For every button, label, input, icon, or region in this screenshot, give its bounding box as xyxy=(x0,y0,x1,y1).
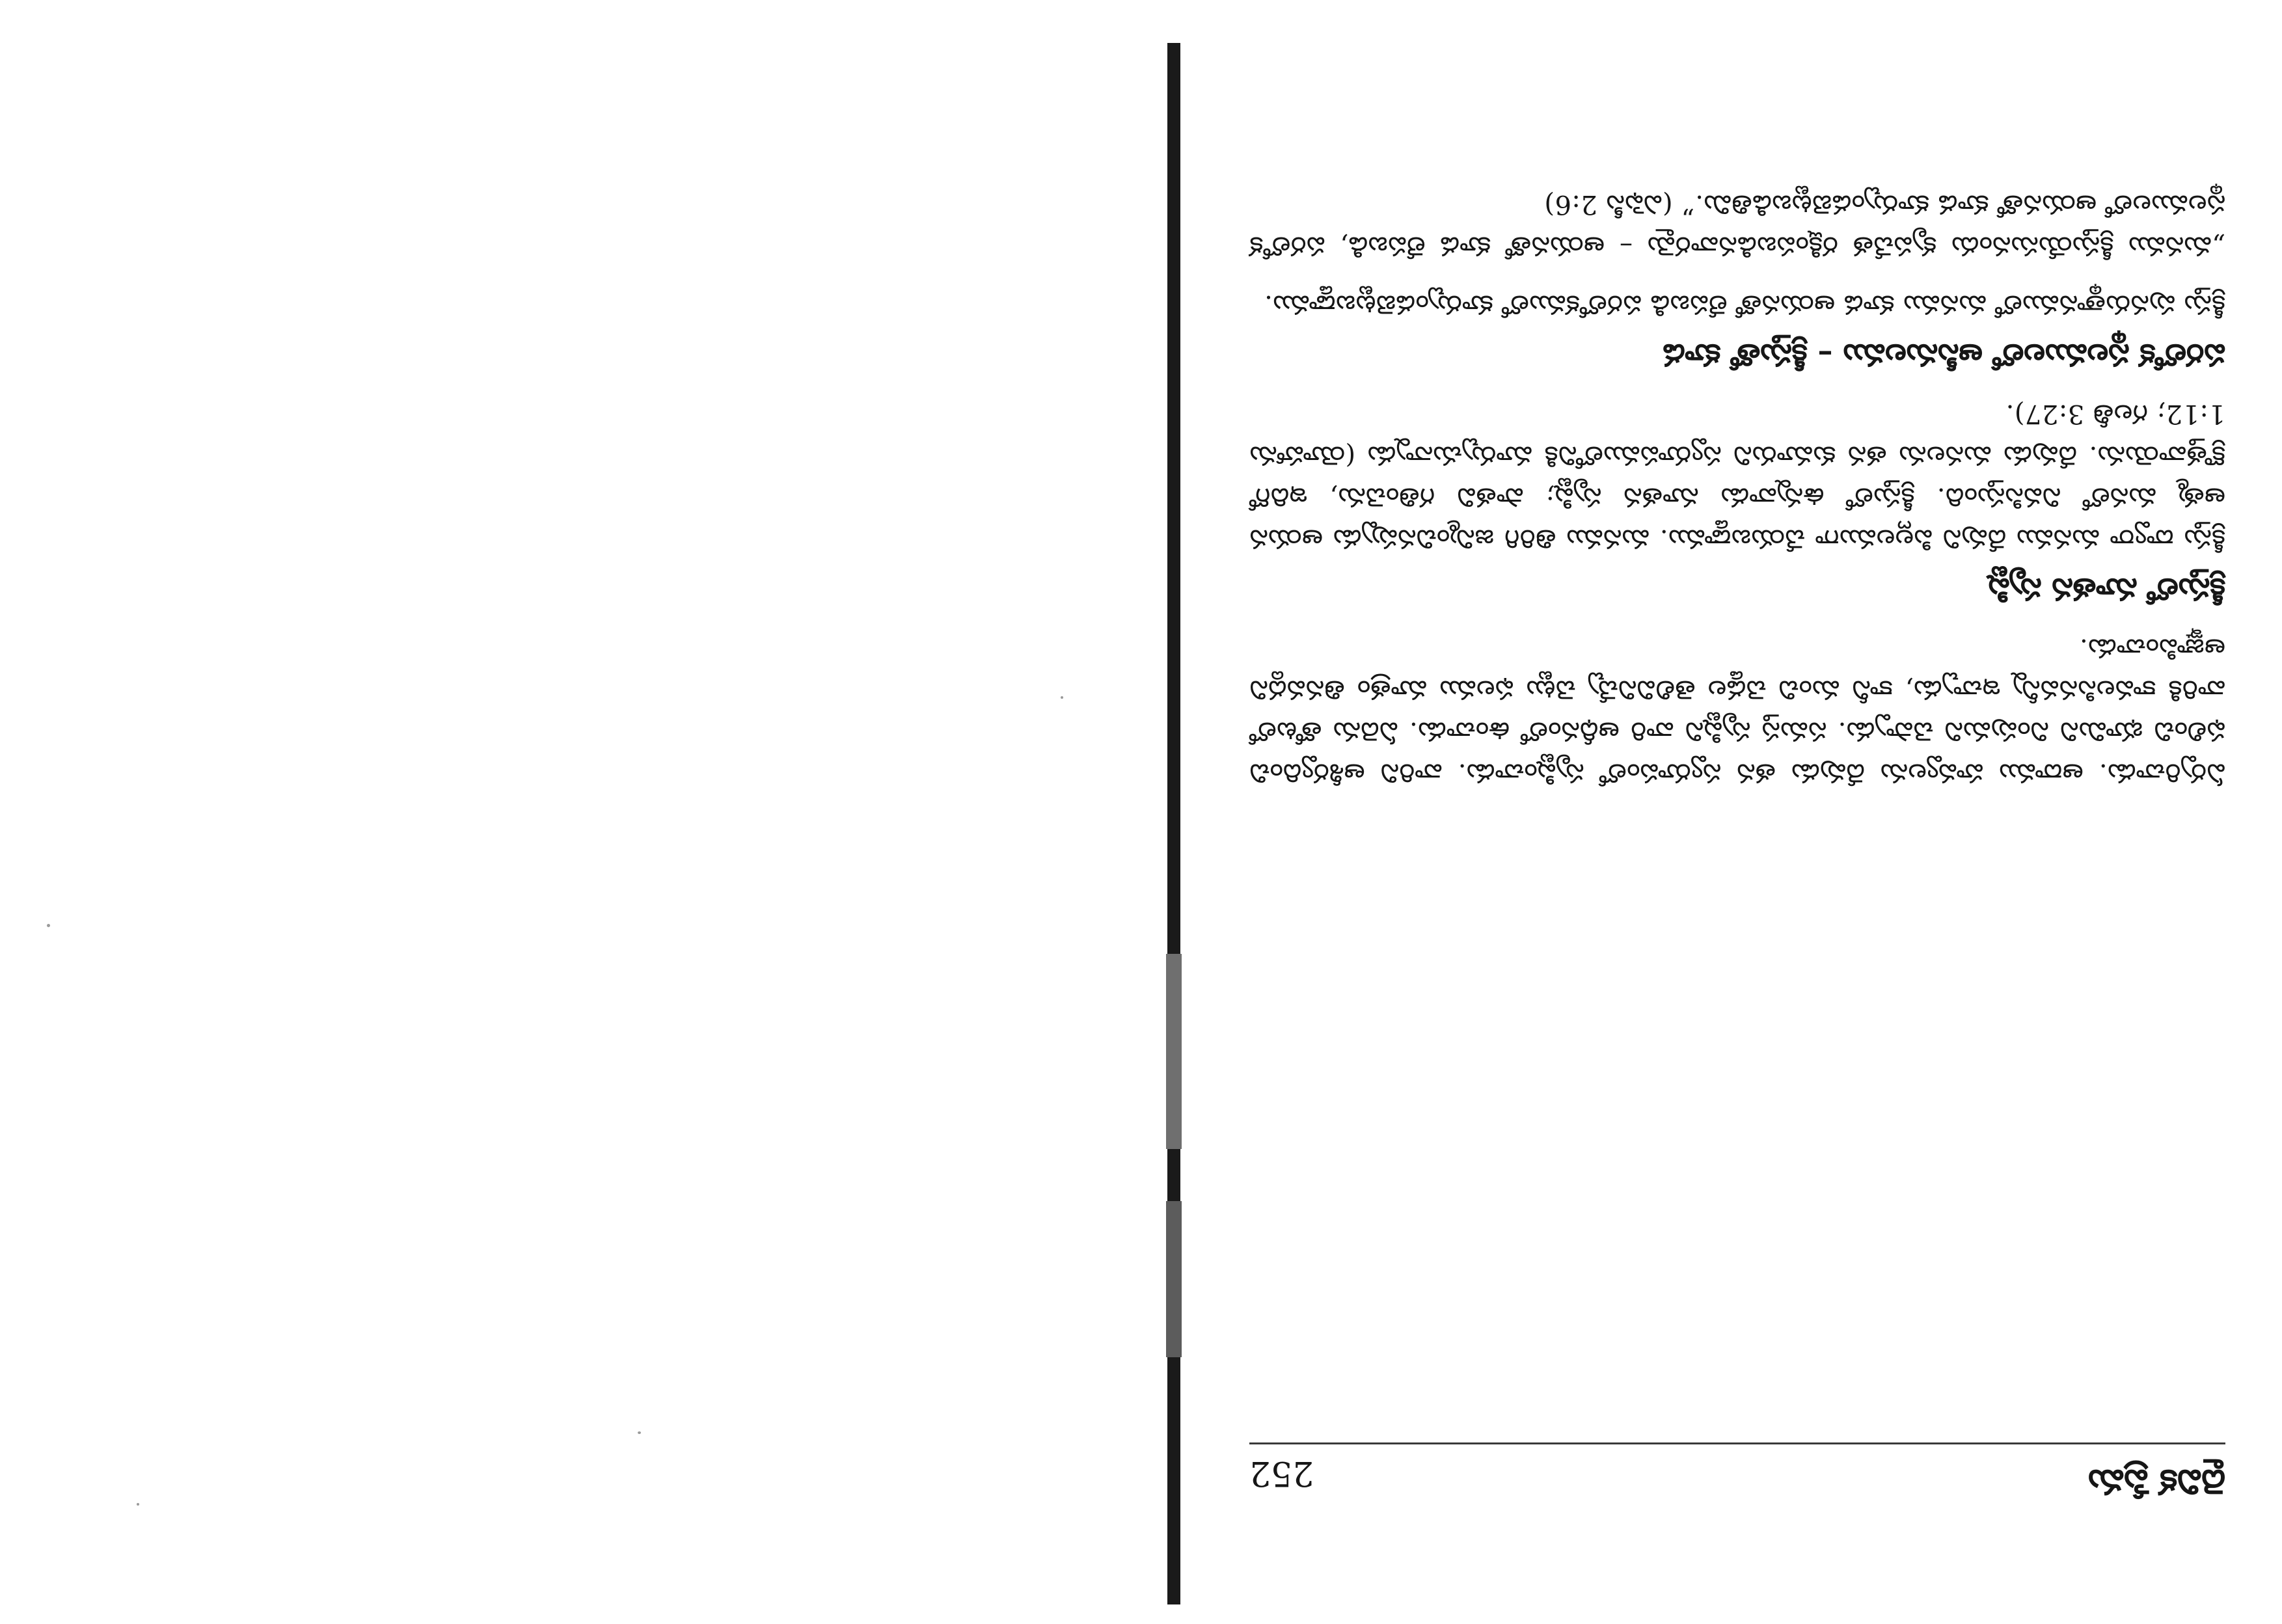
paragraph: క్రీస్తు పునరుత్థానములో మనము కూడ ఆయనతో లేపబడి పరలోకములో కూర్చుండబెట్టబడ్డాము. xyxy=(1264,290,2225,319)
scan-speck xyxy=(137,1503,139,1506)
gutter-highlight xyxy=(1166,954,1182,1149)
paragraph: ఏర్పరిచాడు. ఆదాము హవ్వలను దేవుడు తన స్వరూపంలో సృష్టించాడు. వారిని ఆశీర్వదించి ఫలించి భూమిని నింపుమని చెప్పాడు. సమస్త సృష్టిని వారి ఆధీనంలో ఉంచాడు. ఏదెను తోటలో వారికి కావలసినవన్నీ ఇచ్చాడు, కానీ మంచి చెడ్డల తెలివినిచ్చే చెట్టు ఫలము మాత్రం తినవద్దని ఆజ్ఞాపించాడు. xyxy=(1249,633,2225,788)
running-head xyxy=(1249,1442,2225,1503)
running-head-title: దైవిక ప్రేమ xyxy=(2088,1462,2225,1502)
scripture-quote: „మనము క్రీస్తుయేసునందు కృపచేత రక్షింపబడినవారమై – ఆయనతో కూడ లేపబడి, పరలోక స్థలములలో ఆయనతో కూడ కూర్చుండబెట్టబడితిమి.” (ఎఫెసీ 2:6) xyxy=(1249,189,2225,261)
scan-speck xyxy=(1061,696,1063,699)
scan-speck xyxy=(47,924,50,927)
printed-page xyxy=(1210,26,2251,1601)
gutter-shadow xyxy=(1167,43,1180,1604)
section-heading: క్రీస్తులో నూతన సృష్టి xyxy=(1988,572,2225,607)
gutter-highlight xyxy=(1166,1201,1182,1357)
book-spine-gutter xyxy=(1165,4,1184,1617)
section-heading: పరలోక స్థలములలో ఆసీనులము – క్రీస్తుతో కూడ xyxy=(1663,338,2225,373)
page-number: 252 xyxy=(1249,1454,1314,1493)
paragraph: క్రీస్తు ద్వారా మనము దేవుని పిల్లలముగా చేయబడ్డాము. మనము తిరిగి జన్మించినప్పుడు ఆయన ఆత్మ మనలో నివసిస్తుంది. క్రీస్తులో ఉన్నవాడు నూతన సృష్టి; పాతవి గతించెను, ఇదిగో క్రొత్తవాయెను. దేవుడు మనలను తన కుమారుని స్వరూపములోనికి మార్చుచున్నాడు (యోహాను 1:12; గలతీ 3:27). xyxy=(1249,399,2225,554)
body-text xyxy=(1249,167,2225,794)
scan-speck xyxy=(638,1431,641,1434)
